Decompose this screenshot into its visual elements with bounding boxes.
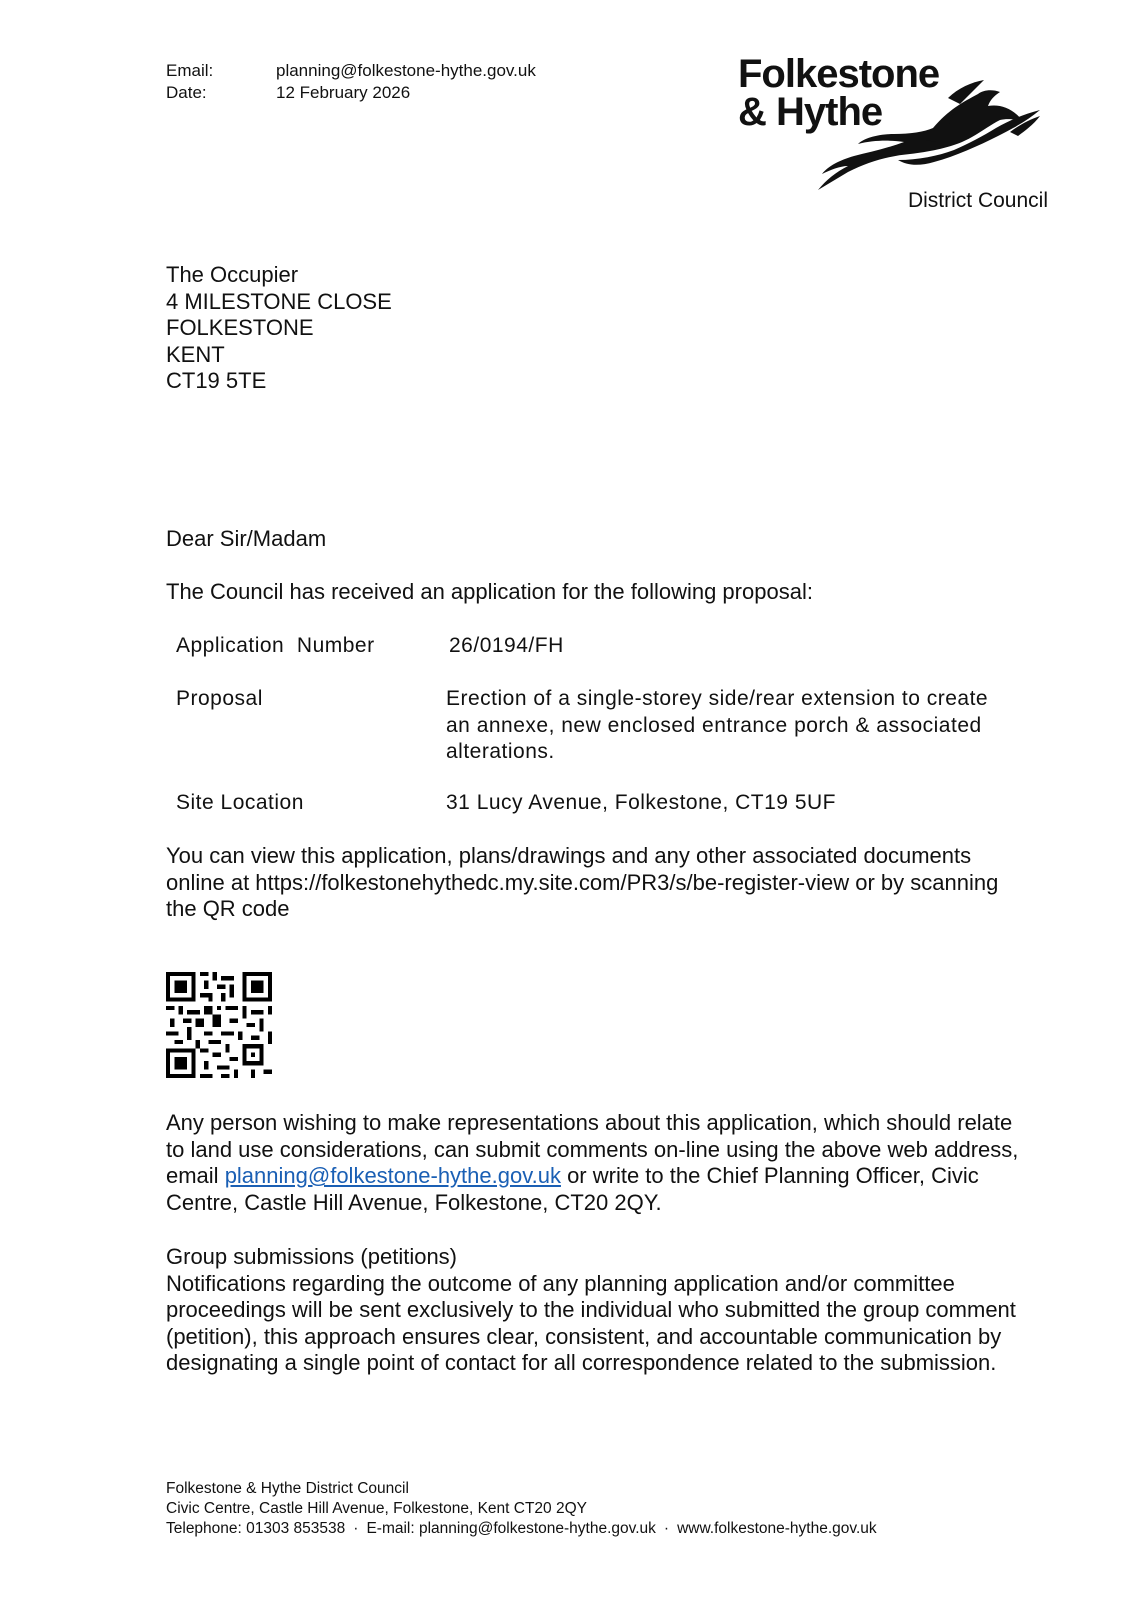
- footer-separator: ·: [353, 1520, 359, 1537]
- address-line: FOLKESTONE: [166, 315, 314, 340]
- footer-website: www.folkestone-hythe.gov.uk: [677, 1520, 877, 1537]
- application-number-value: 26/0194/FH: [449, 634, 564, 657]
- footer-telephone: Telephone: 01303 853538: [166, 1520, 346, 1537]
- email-row: [166, 60, 536, 82]
- footer-contact-line: [166, 1519, 877, 1539]
- site-location-value: 31 Lucy Avenue, Folkestone, CT19 5UF: [446, 791, 836, 814]
- intro-text: The Council has received an application for the following proposal:: [166, 579, 813, 604]
- view-application-paragraph: You can view this application, plans/drawings and any other associated documents online at https://folkestonehythedc.my.site.com/PR3/s/be-register-view or by scanning the QR code: [166, 843, 999, 921]
- letter-meta: [166, 60, 536, 104]
- date-row: [166, 82, 536, 104]
- planning-email-link[interactable]: planning@folkestone-hythe.gov.uk: [224, 1163, 561, 1188]
- group-submissions-section: [166, 1244, 1026, 1377]
- group-submissions-heading: Group submissions (petitions): [166, 1244, 458, 1269]
- footer-council-name: Folkestone & Hythe District Council: [166, 1480, 409, 1497]
- footer-email: E-mail: planning@folkestone-hythe.gov.uk: [366, 1520, 656, 1537]
- address-line: The Occupier: [166, 262, 299, 287]
- proposal-label: Proposal: [176, 687, 263, 710]
- address-line: CT19 5TE: [166, 368, 267, 393]
- site-location-label: Site Location: [176, 791, 304, 814]
- application-number-label: Application Number: [176, 634, 375, 657]
- representations-text: or write to the Chief Planning Officer, Civic Centre, Castle Hill Avenue, Folkestone, CT20 2QY.: [166, 1163, 979, 1215]
- group-submissions-text: Notifications regarding the outcome of any planning application and/or committee proceedings will be sent exclusively to the individual who submitted the group comment (petition), this approach ensures clear, consistent, and accountable communication by designating a single point of contact for all correspondence related to the submission.: [166, 1270, 1016, 1375]
- address-line: 4 MILESTONE CLOSE: [166, 288, 392, 314]
- date-value: 12 February 2026: [276, 83, 411, 102]
- council-logo: [738, 52, 1048, 218]
- letter-footer: [166, 1479, 877, 1539]
- date-label: Date:: [166, 83, 207, 102]
- representations-text: Any person wishing to make representations about this application, which should relate to land use considerations, can submit comments on-line using the above web address, email: [166, 1110, 1019, 1188]
- logo-text-line1: Folkestone: [738, 52, 940, 96]
- greeting: Dear Sir/Madam: [166, 526, 327, 551]
- footer-address: Civic Centre, Castle Hill Avenue, Folkestone, Kent CT20 2QY: [166, 1500, 587, 1517]
- recipient-address: [166, 262, 392, 395]
- qr-code-icon[interactable]: [166, 972, 272, 1078]
- email-value: planning@folkestone-hythe.gov.uk: [276, 61, 536, 80]
- address-line: KENT: [166, 341, 225, 367]
- email-label: Email:: [166, 61, 214, 80]
- logo-text-line3: District Council: [907, 189, 1048, 212]
- logo-text-line2: & Hythe: [738, 90, 883, 134]
- white-horse-icon: [778, 80, 1048, 190]
- footer-separator: ·: [663, 1520, 670, 1537]
- representations-paragraph: [166, 1110, 1026, 1216]
- proposal-value: Erection of a single-storey side/rear extension to create an annexe, new enclosed entrance porch & associated alterations.: [446, 687, 989, 763]
